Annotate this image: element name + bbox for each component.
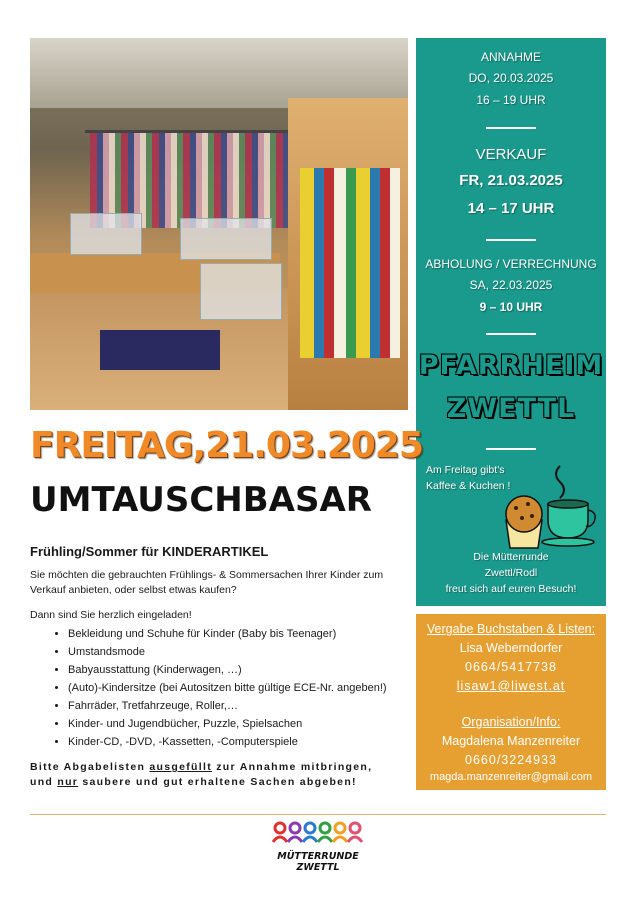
invite-text: Dann sind Sie herzlich eingeladen! [30,609,192,621]
abholung-label: ABHOLUNG / VERRECHNUNG [425,257,597,271]
basar-photo [30,38,408,410]
list-item: • Fahrräder, Tretfahrzeuge, Roller,… [68,697,448,715]
abholung-time: 9 – 10 UHR [479,300,543,314]
separator [486,127,536,129]
separator [486,333,536,335]
list-item: • Bekleidung und Schuhe für Kinder (Baby bis Teenager) [68,625,448,643]
org-email: magda.manzenreiter@gmail.com [429,771,593,783]
event-subtitle: Frühling/Sommer für KINDERARTIKEL [30,544,269,559]
separator [486,448,536,450]
verkauf-label: VERKAUF [475,146,547,163]
event-title: UMTAUSCHBASAR [30,480,372,520]
item-list [30,625,448,751]
cafe-line2: Kaffee & Kuchen ! [426,480,511,492]
muetterrunde-logo [268,820,368,876]
annahme-time: 16 – 19 UHR [476,93,546,107]
vergabe-name: Lisa Weberndorfer [459,641,563,655]
separator [486,239,536,241]
footer-divider [30,814,606,815]
vergabe-phone: 0664/5417738 [465,660,557,674]
logo-line1: MÜTTERRUNDE [277,851,359,862]
annahme-label: ANNAHME [480,50,541,64]
list-item: • (Auto)-Kindersitze (bei Autositzen bitte gültige ECE-Nr. angeben!) [68,679,448,697]
greeting-line2: Zwettl/Rodl [484,567,538,579]
verkauf-time: 14 – 17 UHR [467,200,555,217]
list-item: • Babyausstattung (Kinderwagen, …) [68,661,448,679]
greeting-line1: Die Mütterrunde [473,551,549,563]
vergabe-email-link[interactable]: lisaw1@liwest.at [456,679,566,693]
logo-line2: ZWETTL [296,862,340,873]
location-line2: ZWETTL [446,393,576,424]
org-name: Magdalena Manzenreiter [441,734,581,748]
logo-figures-icon [268,820,368,846]
annahme-date: DO, 20.03.2025 [468,71,554,85]
submission-note: Bitte Abgabelisten ausgefüllt zur Annahme mitbringen, und nur saubere und gut erhaltene Sachen abgeben! [30,761,373,788]
org-phone: 0660/3224933 [465,753,557,767]
org-title: Organisation/Info: [461,715,561,729]
vergabe-title: Vergabe Buchstaben & Listen: [426,622,596,636]
verkauf-date: FR, 21.03.2025 [459,172,563,189]
schedule-panel [416,38,606,606]
location-line1: PFARRHEIM [418,350,604,381]
intro-text: Sie möchten die gebrauchten Frühlings- & Sommersachen Ihrer Kinder zum Verkauf anbieten, oder selbst etwas kaufen? [30,569,384,596]
list-item: • Kinder-CD, -DVD, -Kassetten, -Computerspiele [68,733,448,751]
cafe-line1: Am Freitag gibt's [426,464,505,476]
abholung-date: SA, 22.03.2025 [469,278,553,292]
event-date-headline: FREITAG,21.03.2025 [30,425,423,466]
greeting-line3: freut sich auf euren Besuch! [445,583,577,595]
coffee-cake-icon [498,458,598,553]
list-item: • Kinder- und Jugendbücher, Puzzle, Spielsachen [68,715,448,733]
list-item: • Umstandsmode [68,643,448,661]
